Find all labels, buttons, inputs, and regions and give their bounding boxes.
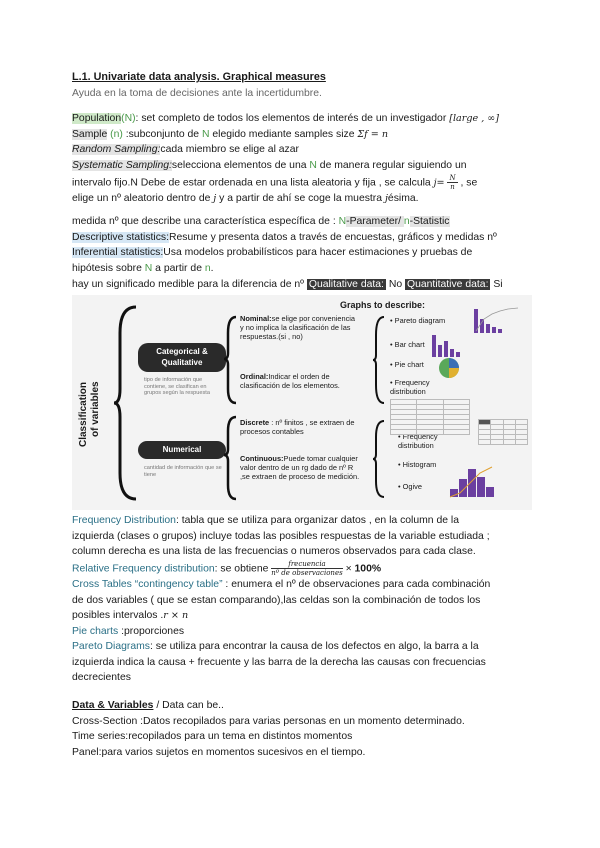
frequency-def [72,513,532,529]
discrete-block [240,419,360,437]
inferential-line [72,245,532,261]
graph-pie: • Pie chart [390,361,424,370]
graph-bar: • Bar chart [390,341,425,350]
cross-text-c: posibles intervalos . [72,610,164,622]
quantitative-label: Quantitative data: [407,278,489,290]
inferential-line-2 [72,261,532,277]
systematic-text-b: de manera regular siguiendo un [316,159,467,171]
parameter-label: -Parameter/ [346,216,404,228]
inferential-label: Inferential statistics: [72,247,164,259]
inferential-text-a: Usa modelos probabilísticos para hacer estimaciones y pruebas de [163,247,473,259]
panel-def: Panel:para varios sujetos en momentos sucesivos en el tiempo. [72,746,366,758]
side-title-a: Classification [78,382,89,448]
systematic-text-e: elige un nº aleatorio dentro de [72,192,214,204]
pareto-text-a: : se utiliza para encontrar la causa de los defectos en algo, la barra a la [149,641,479,653]
relative-frac-num: frecuencia [271,560,342,569]
numerical-box: Numerical [138,441,226,459]
sample-text-a: :subconjunto de [122,128,202,140]
cross-math: r × n [163,610,189,622]
data-vars-title: Data & Variables [72,700,154,712]
ogive-thumbnail [448,463,498,499]
descriptive-line [72,230,532,246]
frac-num: N [449,173,456,182]
sample-sym: (n) [110,128,123,140]
frequency-text-c: column derecha es una lista de las frecuencias o numeros observados para cada clase. [72,546,476,558]
population-sym: (N) [121,113,136,125]
pie-def [72,624,532,640]
discrete-label: Discrete [240,418,270,428]
cross-text-a: : enumera el nº de observaciones para cada combinación [222,578,491,590]
inferential-N: N [144,262,153,274]
relative-frac-den: nº de observaciones [271,568,343,577]
relative-def [72,560,532,577]
continuous-text: Puede tomar cualquier valor dentro de un rg dado de nº R ,se extraen de proceso de medición. [240,454,360,481]
pareto-line-thumbnail [472,305,522,335]
population-math: [large , ∞] [449,113,500,125]
qualitative-line [72,277,532,293]
measures-n: n [403,216,410,228]
systematic-text-c: intervalo fijo.N Debe de estar ordenada en una lista aleatoria y fija , se calcula [72,176,434,188]
nominal-block [240,315,360,341]
numerical-note: cantidad de información que se tiene [144,465,222,478]
def-systematic-3 [72,191,532,207]
time-series-def: Time series:recopilados para un tema en distintos momentos [72,731,353,743]
side-title-b: of variables [90,381,101,438]
relative-times: × [342,563,355,575]
def-population [72,111,532,127]
def-sample [72,127,532,143]
frequency-text-b: izquierda (clases o grupos) incluye todas las posibles respuestas de la variable estudiada ; [72,530,490,542]
population-text: : set completo de todos los elementos de interés de un investigador [135,113,447,125]
nominal-label: Nominal: [240,314,272,324]
ordinal-text: Indicar el orden de clasificación de los elementos. [240,372,340,390]
main-brace [112,303,142,503]
systematic-text-f: y a partir de ahí se coge la muestra [216,192,385,204]
pie-label: Pie charts [72,625,119,637]
graph-frequency-2: • Frequency distribution [398,433,450,451]
systematic-math-j3: j [384,192,388,204]
continuous-label: Continuous: [240,454,284,464]
frequency-text-a: : tabla que se utiliza para organizar datos , en la column de la [175,515,459,527]
descriptive-label: Descriptive statistics: [72,231,170,243]
cross-label: Cross Tables “contingency table” [72,578,223,590]
ordinal-label: Ordinal: [240,372,269,382]
sub-braces [222,313,242,503]
random-text: cada miembro se elige al azar [160,144,299,156]
systematic-text-g: ésima. [387,192,419,204]
sample-text-b: elegido mediante samples size [209,128,358,140]
graph-histogram: • Histogram [398,461,436,470]
data-vars-suffix: / Data can be.. [153,700,224,712]
systematic-fraction [447,174,457,191]
bar-thumbnail [432,333,460,357]
continuous-block [240,455,360,481]
inferential-text-b: hipótesis sobre [72,262,145,274]
def-systematic [72,158,532,174]
categorical-note: tipo de información que contiene, se clasifican en grupos según la respuesta [144,377,210,396]
measures-line [72,214,532,230]
graph-pareto: • Pareto diagram [390,317,445,326]
pareto-label: Pareto Diagrams [72,641,150,653]
relative-fraction [271,560,342,577]
side-title [74,355,108,448]
measures-N: N [338,216,347,228]
pie-text: :proporciones [118,625,185,637]
ordinal-block [240,373,360,391]
nominal-text: se elige por conveniencia y no implica la clasificación de las respuestas.(si , no) [240,314,356,341]
qual-text: hay un significado medible para la diferencia de nº [72,278,307,290]
page-subtitle: Ayuda en la toma de decisiones ante la incertidumbre. [72,87,322,99]
systematic-math-j: j= [433,176,445,188]
data-vars-heading [72,698,532,714]
discrete-text: : nº finitos , se extraen de procesos contables [240,418,355,436]
cross-def [72,577,532,593]
pareto-text-c: decrecientes [72,672,131,684]
categorical-box: Categorical & Qualitative [138,343,226,372]
graphs-title: Graphs to describe: [340,300,426,311]
inferential-text-c: a partir de [152,262,205,274]
systematic-N: N [309,159,317,171]
pareto-text-b: izquierda indica la causa + frecuente y las barra de la derecha las causas con frecuencias [72,656,486,668]
inferential-text-d: . [210,262,214,274]
qual-no: No [385,278,406,290]
graphs-brace-bottom [372,419,386,499]
systematic-text-a: selecciona elementos de una [171,159,310,171]
sample-math: Σf = n [357,128,389,140]
frequency-label: Frequency Distribution [72,515,176,527]
sample-N: N [201,128,210,140]
frequency-table-thumbnail [390,399,470,435]
qualitative-label: Qualitative data: [308,278,384,290]
page-title: L.1. Univariate data analysis. Graphical measures [72,71,326,83]
graph-frequency: • Frequency distribution [390,379,446,397]
measures-text: medida nº que describe una característica específica de : [72,216,339,228]
graphs-brace-top [372,315,386,405]
cross-section-def: Cross-Section :Datos recopilados para varias personas en un momento determinado. [72,715,465,727]
relative-label: Relative Frequency distribution [72,563,215,575]
frac-den: n [450,182,455,191]
population-label: Population [72,113,122,125]
random-label: Random Sampling: [72,144,161,156]
inferential-n: n [204,262,211,274]
classification-figure [72,295,532,510]
graph-ogive: • Ogive [398,483,422,492]
systematic-math-j2: j [213,192,217,204]
cross-table-thumbnail [478,419,528,445]
systematic-label: Systematic Sampling: [72,159,172,171]
cross-def-3 [72,608,532,624]
def-random [72,142,532,158]
quant-si: Si [490,278,503,290]
cross-text-b: de dos variables ( que se estan comparando),las celdas son la combinación de todos los [72,594,481,606]
sample-label: Sample [72,128,108,140]
relative-text: : se obtiene [214,563,272,575]
descriptive-text: Resume y presenta datos a través de encuestas, gráficos y medidas nº [169,231,497,243]
document-page [72,70,532,760]
relative-pct: 100% [354,563,382,575]
statistic-label: -Statistic [409,216,450,228]
systematic-text-d: , se [457,176,478,188]
pareto-def [72,639,532,655]
def-systematic-2 [72,174,532,191]
pie-thumbnail [438,357,460,379]
